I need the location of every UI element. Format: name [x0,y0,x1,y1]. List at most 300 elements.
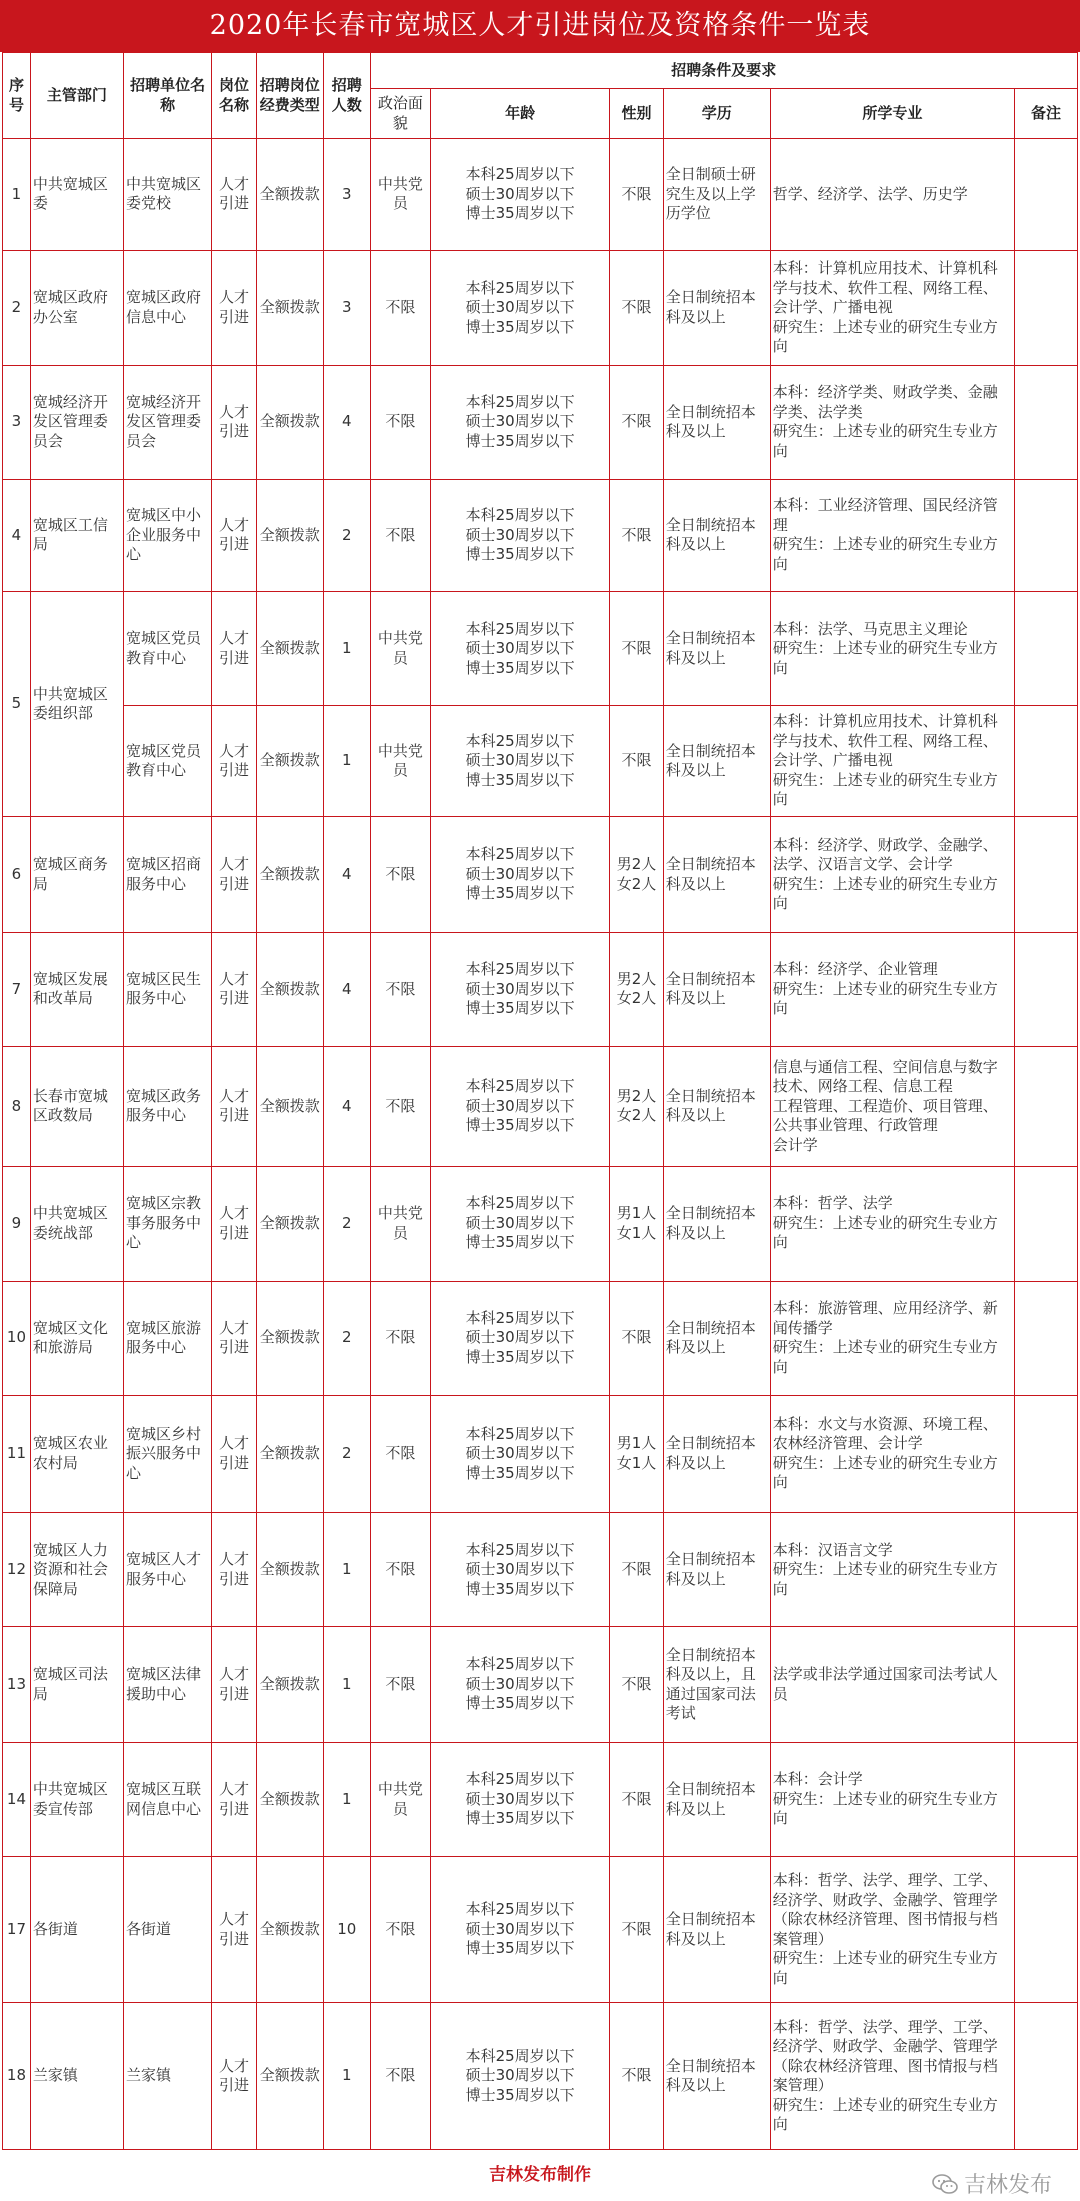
cell-major [770,2003,1014,2150]
age-line: 本科25周岁以下 [465,1900,575,1919]
cell-post: 人才引进 [212,706,256,817]
cell-note [1015,1513,1078,1627]
cell-seq: 5 [3,592,31,817]
cell-politics: 中共党员 [370,1166,430,1281]
major-line: 本科：工业经济管理、国民经济管理 [772,496,998,534]
cell-politics: 中共党员 [370,1743,430,1857]
recruitment-table [2,52,1078,2150]
cell-count: 1 [324,1743,371,1857]
cell-seq: 12 [3,1513,31,1627]
cell-dept: 宽城区司法局 [30,1627,123,1743]
cell-education: 全日制统招本科及以上，且通过国家司法考试 [663,1627,770,1743]
cell-major [770,1166,1014,1281]
cell-note [1015,1627,1078,1743]
header-age: 年龄 [431,89,610,139]
age-line: 博士35周岁以下 [465,1694,575,1713]
major-line: 本科：汉语言文学 [772,1540,893,1559]
major-line: 本科：法学、马克思主义理论 [772,619,968,638]
cell-gender: 不限 [610,479,664,592]
cell-unit: 宽城区党员教育中心 [123,592,211,706]
age-line: 博士35周岁以下 [465,1233,575,1252]
age-line: 本科25周岁以下 [465,1540,575,1559]
cell-education: 全日制统招本科及以上 [663,1513,770,1627]
cell-post: 人才引进 [212,1281,256,1395]
cell-politics: 不限 [370,365,430,479]
cell-seq: 6 [3,817,31,933]
table-row [3,1743,1078,1857]
cell-unit: 宽城区民生服务中心 [123,932,211,1046]
age-line: 本科25周岁以下 [465,1194,575,1213]
cell-dept: 中共宽城区委 [30,139,123,251]
cell-major [770,817,1014,933]
cell-age [431,1627,610,1743]
cell-unit: 宽城区政务服务中心 [123,1046,211,1166]
cell-count: 2 [324,1166,371,1281]
major-line: 法学或非法学通过国家司法考试人员 [772,1665,998,1703]
cell-seq: 17 [3,1857,31,2003]
cell-education: 全日制统招本科及以上 [663,1743,770,1857]
cell-dept: 宽城经济开发区管理委员会 [30,365,123,479]
cell-unit: 宽城区政府信息中心 [123,250,211,365]
table-row [3,1857,1078,2003]
major-line: 研究生：上述专业的研究生专业方向 [772,1560,998,1598]
cell-count: 2 [324,479,371,592]
age-line: 硕士30周岁以下 [465,2066,575,2085]
cell-count: 2 [324,1281,371,1395]
cell-politics: 不限 [370,932,430,1046]
header-major: 所学专业 [770,89,1014,139]
cell-politics: 不限 [370,250,430,365]
age-line: 本科25周岁以下 [465,2046,575,2065]
age-line: 硕士30周岁以下 [465,1674,575,1693]
cell-note [1015,1046,1078,1166]
cell-major [770,250,1014,365]
header-education: 学历 [663,89,770,139]
cell-education: 全日制统招本科及以上 [663,932,770,1046]
cell-gender: 不限 [610,1627,664,1743]
cell-funding: 全额拨款 [256,1395,323,1513]
cell-note [1015,1857,1078,2003]
cell-count: 3 [324,139,371,251]
cell-politics: 不限 [370,1857,430,2003]
cell-unit: 宽城区乡村振兴服务中心 [123,1395,211,1513]
cell-funding: 全额拨款 [256,1166,323,1281]
major-line: 研究生：上述专业的研究生专业方向 [772,979,998,1018]
table-row [3,479,1078,592]
age-line: 硕士30周岁以下 [465,1096,575,1115]
table-row [3,592,1078,706]
cell-note [1015,1166,1078,1281]
cell-seq: 18 [3,2003,31,2150]
cell-age [431,817,610,933]
cell-unit: 宽城经济开发区管理委员会 [123,365,211,479]
cell-dept: 宽城区文化和旅游局 [30,1281,123,1395]
table-row [3,139,1078,251]
cell-gender: 男2人女2人 [610,1046,664,1166]
major-line: 本科：经济学类、财政学类、金融学类、法学类 [772,383,998,421]
header-politics: 政治面貌 [370,89,430,139]
cell-age [431,250,610,365]
cell-major [770,1743,1014,1857]
cell-note [1015,250,1078,365]
major-line: 研究生：上述专业的研究生专业方向 [772,535,998,573]
wechat-icon [932,2174,958,2194]
cell-unit: 兰家镇 [123,2003,211,2150]
major-line: 研究生：上述专业的研究生专业方向 [772,1949,998,1987]
cell-seq: 9 [3,1166,31,1281]
major-line: 本科：经济学、企业管理 [772,960,938,979]
header-dept: 主管部门 [30,53,123,139]
cell-note [1015,817,1078,933]
cell-unit: 宽城区人才服务中心 [123,1513,211,1627]
cell-note [1015,1281,1078,1395]
cell-education: 全日制统招本科及以上 [663,1046,770,1166]
cell-dept: 宽城区人力资源和社会保障局 [30,1513,123,1627]
cell-funding: 全额拨款 [256,932,323,1046]
age-line: 本科25周岁以下 [465,731,575,750]
age-line: 博士35周岁以下 [465,431,575,450]
cell-dept: 各街道 [30,1857,123,2003]
cell-age [431,592,610,706]
major-line: 本科：会计学 [772,1770,863,1789]
major-line: 研究生：上述专业的研究生专业方向 [772,1213,998,1252]
cell-count: 1 [324,1627,371,1743]
cell-funding: 全额拨款 [256,706,323,817]
cell-age [431,1857,610,2003]
cell-major [770,1627,1014,1743]
major-line: 本科：旅游管理、应用经济学、新闻传播学 [772,1299,998,1337]
cell-gender: 不限 [610,365,664,479]
cell-seq: 10 [3,1281,31,1395]
age-line: 硕士30周岁以下 [465,864,575,883]
major-line: 本科：计算机应用技术、计算机科学与技术、软件工程、网络工程、会计学、广播电视 [772,712,998,770]
cell-funding: 全额拨款 [256,1857,323,2003]
cell-age [431,2003,610,2150]
table-row [3,817,1078,933]
cell-count: 3 [324,250,371,365]
cell-dept: 宽城区农业农村局 [30,1395,123,1513]
cell-politics: 不限 [370,479,430,592]
cell-post: 人才引进 [212,1857,256,2003]
age-line: 本科25周岁以下 [465,1424,575,1443]
cell-unit: 宽城区法律援助中心 [123,1627,211,1743]
cell-unit: 宽城区旅游服务中心 [123,1281,211,1395]
age-line: 博士35周岁以下 [465,770,575,789]
cell-note [1015,1395,1078,1513]
cell-post: 人才引进 [212,932,256,1046]
cell-major [770,1513,1014,1627]
age-line: 硕士30周岁以下 [465,1919,575,1938]
cell-gender: 不限 [610,706,664,817]
age-line: 博士35周岁以下 [465,204,575,223]
cell-post: 人才引进 [212,1046,256,1166]
cell-age [431,1046,610,1166]
cell-age [431,706,610,817]
footer-credit: 吉林发布制作 [489,2165,591,2185]
cell-education: 全日制统招本科及以上 [663,2003,770,2150]
cell-unit: 宽城区互联网信息中心 [123,1743,211,1857]
age-line: 硕士30周岁以下 [465,1560,575,1579]
watermark-text: 吉林发布 [963,2173,1052,2198]
age-line: 硕士30周岁以下 [465,412,575,431]
cell-dept: 中共宽城区委宣传部 [30,1743,123,1857]
major-line: 研究生：上述专业的研究生专业方向 [772,1789,998,1828]
cell-dept: 中共宽城区委统战部 [30,1166,123,1281]
cell-politics: 不限 [370,1513,430,1627]
cell-seq: 1 [3,139,31,251]
cell-unit: 各街道 [123,1857,211,2003]
cell-count: 4 [324,1046,371,1166]
cell-dept: 宽城区发展和改革局 [30,932,123,1046]
cell-funding: 全额拨款 [256,1627,323,1743]
cell-education: 全日制统招本科及以上 [663,250,770,365]
major-line: 研究生：上述专业的研究生专业方向 [772,639,998,677]
cell-note [1015,2003,1078,2150]
major-line: 本科：哲学、法学 [772,1194,893,1213]
age-line: 本科25周岁以下 [465,506,575,525]
cell-funding: 全额拨款 [256,817,323,933]
cell-note [1015,139,1078,251]
age-line: 硕士30周岁以下 [465,525,575,544]
cell-age [431,1513,610,1627]
cell-education: 全日制统招本科及以上 [663,817,770,933]
cell-unit: 宽城区宗教事务服务中心 [123,1166,211,1281]
age-line: 硕士30周岁以下 [465,1789,575,1808]
cell-major [770,1046,1014,1166]
cell-major [770,1395,1014,1513]
table-body [3,139,1078,2150]
cell-gender: 不限 [610,139,664,251]
cell-major [770,932,1014,1046]
cell-funding: 全额拨款 [256,592,323,706]
major-line: 研究生：上述专业的研究生专业方向 [772,2095,998,2134]
cell-major [770,592,1014,706]
cell-post: 人才引进 [212,2003,256,2150]
age-line: 博士35周岁以下 [465,1809,575,1828]
cell-post: 人才引进 [212,139,256,251]
age-line: 本科25周岁以下 [465,165,575,184]
major-line: 研究生：上述专业的研究生专业方向 [772,770,998,809]
cell-politics: 不限 [370,1627,430,1743]
major-line: 本科：计算机应用技术、计算机科学与技术、软件工程、网络工程、会计学、广播电视 [772,259,998,317]
table-title: 2020年长春市宽城区人才引进岗位及资格条件一览表 [0,0,1080,52]
cell-gender: 男1人女1人 [610,1166,664,1281]
cell-funding: 全额拨款 [256,1743,323,1857]
table-row [3,706,1078,817]
table-row [3,1046,1078,1166]
cell-major [770,1281,1014,1395]
cell-dept: 宽城区工信局 [30,479,123,592]
cell-funding: 全额拨款 [256,479,323,592]
age-line: 硕士30周岁以下 [465,184,575,203]
cell-seq: 3 [3,365,31,479]
header-gender: 性别 [610,89,664,139]
cell-gender: 不限 [610,1743,664,1857]
cell-gender: 不限 [610,1513,664,1627]
table-row [3,1166,1078,1281]
age-line: 本科25周岁以下 [465,1308,575,1327]
cell-education: 全日制统招本科及以上 [663,365,770,479]
cell-post: 人才引进 [212,1513,256,1627]
cell-seq: 8 [3,1046,31,1166]
age-line: 博士35周岁以下 [465,1116,575,1135]
cell-major [770,139,1014,251]
header-note: 备注 [1015,89,1078,139]
major-line: 研究生：上述专业的研究生专业方向 [772,1453,998,1492]
cell-dept: 兰家镇 [30,2003,123,2150]
cell-gender: 男1人女1人 [610,1395,664,1513]
header-unit: 招聘单位名称 [123,53,211,139]
cell-count: 1 [324,592,371,706]
age-line: 本科25周岁以下 [465,845,575,864]
age-line: 博士35周岁以下 [465,1347,575,1366]
header-row-1 [3,53,1078,89]
cell-count: 4 [324,365,371,479]
age-line: 博士35周岁以下 [465,658,575,677]
header-funding: 招聘岗位经费类型 [256,53,323,139]
cell-age [431,365,610,479]
age-line: 硕士30周岁以下 [465,1213,575,1232]
header-conditions: 招聘条件及要求 [370,53,1077,89]
age-line: 本科25周岁以下 [465,1077,575,1096]
cell-gender: 不限 [610,2003,664,2150]
cell-funding: 全额拨款 [256,1513,323,1627]
age-line: 博士35周岁以下 [465,884,575,903]
cell-age [431,479,610,592]
cell-note [1015,479,1078,592]
cell-unit: 宽城区党员教育中心 [123,706,211,817]
age-line: 本科25周岁以下 [465,392,575,411]
major-line: 研究生：上述专业的研究生专业方向 [772,1338,998,1376]
cell-gender: 男2人女2人 [610,932,664,1046]
major-line: 研究生：上述专业的研究生专业方向 [772,422,998,460]
cell-seq: 7 [3,932,31,1046]
age-line: 硕士30周岁以下 [465,298,575,317]
table-row [3,932,1078,1046]
cell-post: 人才引进 [212,592,256,706]
major-line: 会计学 [772,1135,818,1154]
cell-count: 2 [324,1395,371,1513]
cell-politics: 中共党员 [370,139,430,251]
cell-funding: 全额拨款 [256,250,323,365]
cell-dept: 长春市宽城区政数局 [30,1046,123,1166]
cell-education: 全日制统招本科及以上 [663,1395,770,1513]
cell-age [431,932,610,1046]
cell-education: 全日制统招本科及以上 [663,1166,770,1281]
age-line: 本科25周岁以下 [465,1770,575,1789]
table-row [3,250,1078,365]
cell-education: 全日制统招本科及以上 [663,1857,770,2003]
cell-dept: 中共宽城区委组织部 [30,592,123,817]
table-row [3,2003,1078,2150]
age-line: 博士35周岁以下 [465,2085,575,2104]
major-line: 研究生：上述专业的研究生专业方向 [772,317,998,356]
cell-age [431,1395,610,1513]
cell-count: 10 [324,1857,371,2003]
cell-gender: 不限 [610,250,664,365]
cell-education: 全日制统招本科及以上 [663,1281,770,1395]
cell-politics: 不限 [370,1395,430,1513]
cell-major [770,706,1014,817]
cell-count: 1 [324,706,371,817]
age-line: 硕士30周岁以下 [465,639,575,658]
cell-funding: 全额拨款 [256,2003,323,2150]
cell-post: 人才引进 [212,365,256,479]
age-line: 硕士30周岁以下 [465,1328,575,1347]
cell-age [431,1743,610,1857]
cell-post: 人才引进 [212,1395,256,1513]
cell-education: 全日制统招本科及以上 [663,479,770,592]
major-line: 信息与通信工程、空间信息与数字技术、网络工程、信息工程 [772,1057,998,1096]
cell-note [1015,932,1078,1046]
table-row [3,1513,1078,1627]
age-line: 本科25周岁以下 [465,278,575,297]
cell-politics: 不限 [370,2003,430,2150]
age-line: 本科25周岁以下 [465,960,575,979]
cell-funding: 全额拨款 [256,139,323,251]
cell-post: 人才引进 [212,1627,256,1743]
cell-note [1015,1743,1078,1857]
cell-gender: 不限 [610,1857,664,2003]
cell-education: 全日制统招本科及以上 [663,592,770,706]
table-row [3,365,1078,479]
cell-unit: 宽城区中小企业服务中心 [123,479,211,592]
cell-seq: 13 [3,1627,31,1743]
cell-count: 4 [324,817,371,933]
age-line: 博士35周岁以下 [465,1463,575,1482]
table-row [3,1627,1078,1743]
cell-major [770,1857,1014,2003]
major-line: 本科：经济学、财政学、金融学、法学、汉语言文学、会计学 [772,835,998,874]
age-line: 硕士30周岁以下 [465,751,575,770]
cell-count: 1 [324,2003,371,2150]
cell-unit: 宽城区招商服务中心 [123,817,211,933]
cell-post: 人才引进 [212,250,256,365]
age-line: 博士35周岁以下 [465,317,575,336]
cell-dept: 宽城区政府办公室 [30,250,123,365]
cell-age [431,1166,610,1281]
major-line: 哲学、经济学、法学、历史学 [772,184,968,203]
cell-count: 4 [324,932,371,1046]
age-line: 硕士30周岁以下 [465,1444,575,1463]
cell-politics: 不限 [370,817,430,933]
age-line: 博士35周岁以下 [465,1579,575,1598]
major-line: 工程管理、工程造价、项目管理、公共事业管理、行政管理 [772,1096,998,1135]
cell-politics: 中共党员 [370,706,430,817]
cell-major [770,365,1014,479]
cell-note [1015,592,1078,706]
age-line: 博士35周岁以下 [465,999,575,1018]
cell-dept: 宽城区商务局 [30,817,123,933]
cell-age [431,139,610,251]
cell-unit: 中共宽城区委党校 [123,139,211,251]
cell-politics: 不限 [370,1046,430,1166]
cell-post: 人才引进 [212,1166,256,1281]
cell-seq: 11 [3,1395,31,1513]
major-line: 本科：哲学、法学、理学、工学、经济学、财政学、金融学、管理学（除农林经济管理、图书情报与档案管理） [772,2017,998,2095]
cell-funding: 全额拨款 [256,1046,323,1166]
cell-gender: 不限 [610,1281,664,1395]
cell-seq: 14 [3,1743,31,1857]
cell-seq: 2 [3,250,31,365]
cell-seq: 4 [3,479,31,592]
cell-education: 全日制硕士研究生及以上学历学位 [663,139,770,251]
cell-note [1015,706,1078,817]
cell-post: 人才引进 [212,817,256,933]
major-line: 本科：哲学、法学、理学、工学、经济学、财政学、金融学、管理学（除农林经济管理、图书情报与档案管理） [772,1871,998,1948]
header-post: 岗位名称 [212,53,256,139]
watermark [932,2168,1052,2199]
